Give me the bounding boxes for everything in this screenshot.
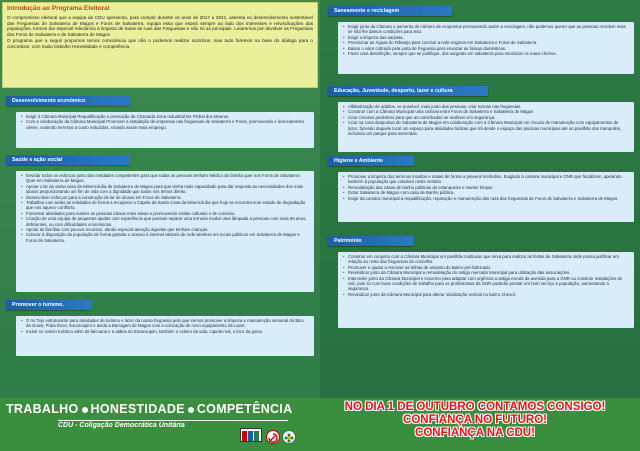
list-item: • Desenvolver esforços para a construção de lar de idosos em Foros de Salvaterra. bbox=[21, 195, 309, 200]
list-item: • Baixar o valor cobrado pela junta de freguesia para esvaziar as fossas domésticas. bbox=[343, 46, 629, 51]
cta-line-3: CONFIANÇA NA CDU! bbox=[415, 427, 535, 440]
list-item: • Promover e ajudar a remover as telhas de amianto do Bairro pré-fabricado. bbox=[343, 265, 629, 270]
list-item: • Reivindicar junto da Câmara Municipal para alterar sinalização vertical no bairro Chesol. bbox=[343, 292, 629, 297]
section-box-health bbox=[16, 171, 314, 292]
list-item: • Construir em conjunto com a Câmara Municipal um pavilhão multiusos que sirva para realizar as festas de Salvaterra onde possa justificar em relação ao resto das freguesias do concelho. bbox=[343, 254, 629, 265]
list-item: • Dotar Salvaterra de Magos com casa de Banho pública. bbox=[343, 190, 629, 195]
section-header-hygiene: Higiene e Ambiente bbox=[328, 156, 414, 166]
section-box-sanitation bbox=[338, 22, 634, 74]
list-item: • Criar circuitos pedestres para que as caminhadas se realizem em segurança. bbox=[343, 115, 629, 120]
list-item: • Remodelação das casas de banho públicas do estanqueira e manter limpas bbox=[343, 185, 629, 190]
list-item: • Trabalhar com todas as entidades de forma a recuperar a Capela da Santa Casa da Misericórdia que hoje se encontra num estado de degradação que nos aquece confforto. bbox=[21, 200, 309, 211]
list-item: • Interceder junto da Câmara Municipal e Governo para adaptar com urgência a antiga escola da avenida para a GNR ou construir instalações de raiz, pois só com boas condições de trabalho para os profissionais da GNR poderão prestar um bom serviço à população, aumentando a segurança. bbox=[343, 276, 629, 292]
intro-title: Introdução ao Programa Eleitoral bbox=[7, 5, 110, 12]
bullet-icon bbox=[82, 407, 88, 413]
section-box-education bbox=[338, 102, 634, 152]
cta-line-1: NO DIA 1 DE OUTUBRO CONTAMOS CONSIGO! bbox=[344, 401, 606, 413]
coalition-name: CDU - Coligação Democrática Unitária bbox=[58, 420, 288, 432]
list-item: • Criar na zona desportiva de Salvaterra de Magos em colaboração com a Câmara Municipal um circuito de manutenção com equipamentos de lazer, fazendo daquele local um espaço para atividades lúdicas que irá desde o espaço das piscinas municipais até ao pavilhão dos trampolins, incluindo um parque para merendas. bbox=[343, 120, 629, 136]
section-header-heritage: Património bbox=[328, 236, 414, 246]
section-box-heritage bbox=[338, 252, 634, 328]
slogan-word-1: TRABALHO bbox=[6, 402, 79, 416]
list-item: • Fazer uma desinfeção, sempre que se justifique, das sargetas em salvaterra para minimizar os maus cheiros. bbox=[343, 51, 629, 56]
list-item: • Reivindicar junto da Câmara Municipal a remodelação do antigo mercado Municipal para utilização das associações. bbox=[343, 270, 629, 275]
list-item: • Envidar todos os esforços junto das entidades competentes para que todas as pessoas tenham Médico de família quer nos Foros de Salvaterra Quer em Salvaterra de Magos. bbox=[21, 173, 309, 184]
list-item: • Com a colaboração da Câmara Municipal Promover a instalação de empresas nas freguesias de Salvaterra e Foros, promovendo o licenciamento célere, cedendo terrenos a custo reduzidos, criando assim mais emprego. bbox=[21, 119, 309, 130]
list-item: • Exigir à Câmara Municipal Requalificação e promoção da Chamada Zona Industrial De Pinhal dos Mouros. bbox=[21, 114, 309, 119]
list-item: • Exigir junto da Câmara o aumento do número de ecopontos promovendo assim a reciclagem, não podemos querer que as pessoas reciclem mais se não lhe damos condições para isso. bbox=[343, 24, 629, 35]
section-header-sanitation: Saneamento e reciclagem bbox=[328, 6, 452, 16]
list-item: • Exigir a limpeza das sarjetas. bbox=[343, 35, 629, 40]
list-item: • Apoiar as famílias com poucos recursos, dando especial atenção àquelas que tenham crianças. bbox=[21, 227, 309, 232]
list-item: • Criação de uma equipa de pequenas ajudas com experiência que possam reparar uma torneira mudar uma lâmpada a pessoas com mais 65 anos, deficientes, ou com dificuldades económicas. bbox=[21, 216, 309, 227]
intro-paragraph-1: O compromisso eleitoral que a equipa da CDU apresenta, para cumprir durante os anos de 2017 a 2021, assenta no desenvolvimento sustentável das Freguesias de Salvaterra de Magos e Foros de Salvaterra, equipa essa que estará sempre ao lado dos interesses e reivindicações das populações. Iremos dar especial relevância à limpeza de todas as ruas das Freguesias e não só as principais. Lutaremos por devolver as Freguesias dos Foros de Salvaterra e de Salvaterra de Magos bbox=[7, 15, 313, 38]
section-box-tourism bbox=[16, 316, 314, 356]
intro-paragraph-2: O programa que a seguir propomos temos consciência que não o podemos realizar sozinhos, mas tudo faremos na base do diálogo para o concretizar, com muito trabalho Honestidade e competência. bbox=[7, 37, 313, 49]
list-item: • Promover a limpeza dos terrenos incultos e matas de forma a prevenir incêndios. Exigindo à camara municipal e GNR que fiscalizem, apelando também à população que colabore neste sentido. bbox=[343, 174, 629, 185]
cta-line-2: CONFIANÇA NO FUTURO! bbox=[403, 414, 547, 427]
section-box-hygiene bbox=[338, 172, 634, 222]
cdu-logo-icon bbox=[240, 428, 262, 442]
list-item: • Incluir no roteiro turístico além da falcoaria e a aldeia do Escaroupim, também o celeiro da vala, capela real, o bico da goiva. bbox=[21, 329, 309, 334]
slogan-word-3: COMPETÊNCIA bbox=[196, 402, 293, 416]
flower-icon bbox=[282, 430, 296, 444]
section-box-economic bbox=[16, 112, 314, 148]
slogan-word-2: HONESTIDADE bbox=[90, 402, 185, 416]
slogan bbox=[6, 402, 292, 416]
list-item: • Alfabetização de adultos, se possível, mais junto das pessoas, criar turmas nas freguesias. bbox=[343, 104, 629, 109]
list-item: • Construir com a Câmara Municipal uma ciclovia entre Foros de Salvaterra e Salvaterra de Magos bbox=[343, 109, 629, 114]
section-header-health: Saúde e ação social bbox=[6, 155, 130, 165]
list-item: • Colocar à disposição da população de forma gratuita o acesso à internet através de rede wireless em locais públicos em Salvaterra de Magos e Foros de Salvaterra. bbox=[21, 232, 309, 243]
list-item: • Pressionar as Águas do Ribatejo para concluir a rede esgotos em Salvaterra e Foros de Salvaterra bbox=[343, 40, 629, 45]
list-item: • Fomentar atividades para manter as pessoas idosas mais ativas e promovendo visitas culturais e de convívio. bbox=[21, 211, 309, 216]
intro-panel bbox=[2, 2, 318, 88]
section-header-education: Educação, Juventude, desporto, lazer e cultura bbox=[328, 86, 488, 96]
list-item: • O rio Tejo estruturante para atividades de turismo e lazer da nossa freguesia pelo que iremos promover a limpeza e manutenção semanal do Bico da Goiva, Praia Doce, Escaroupim e ainda a Barragem de Magos com a colocação de novo equipamento de Lazer. bbox=[21, 318, 309, 329]
section-header-tourism: Promover o turismo. bbox=[6, 300, 92, 310]
list-item: • Apoiar o lar da santa casa da Misericórdia de Salvaterra de Magos para que tenha mais capacidade para dar resposta as necessidades dos mais idosos proporcionando um fim de vida com a dignidade que todos nós temos direito. bbox=[21, 184, 309, 195]
bullet-icon bbox=[188, 407, 194, 413]
hammer-sickle-icon bbox=[266, 430, 280, 444]
call-to-action bbox=[330, 401, 620, 441]
section-header-economic: Desenvolvimento económico bbox=[6, 96, 130, 106]
list-item: • Exigir da camara municipal a requalificação, reparação e manutenção das ruas das freguesias de Foros de Salvaterra e Salvaterra de Magos. bbox=[343, 196, 629, 201]
